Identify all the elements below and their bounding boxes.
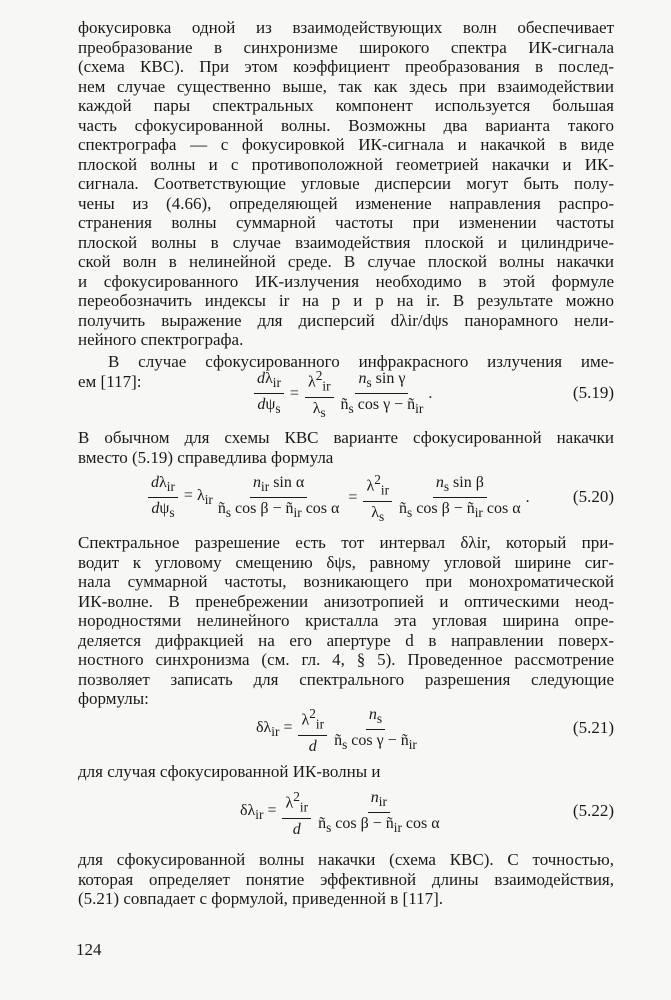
text-line: которая определяет понятие эффективной длины взаимодействия, <box>78 869 614 889</box>
text-line: деляется дифракцией на его апертуре d в направлении поверх- <box>78 630 614 650</box>
text-line: для случая сфокусированной ИК-волны и <box>78 762 381 781</box>
equation-5-22: $\delta\lambda_{ir}$ = $\frac{\lambda^2_{ir}}{d}$ $\frac{n_{ir}}{ñ_s \cos \beta - ñ_{ir} \cos \alpha}$ <box>240 789 440 838</box>
text-line: сигнала. Соответствующие угловые дисперсии могут быть полу- <box>78 174 614 193</box>
equation-5-20: $\frac{d\lambda_{ir}}{d\psi_s}$ = $\lambda_{ir}$ $\frac{n_{ir} \sin \alpha}{ñ_s \cos \beta - ñ_{ir} \cos \alpha}$ = $\frac{\lambda^2_{ir}}{\lambda_s}$ $\frac{n_s \sin \beta}{ñ_s \cos \beta - ñ_{ir} \cos \alpha}$ . <box>146 470 530 526</box>
text-line: ностного синхронизма (см. гл. 4, § 5). Проведенное рассмотрение <box>78 650 614 669</box>
text-line: В обычном для схемы КВС варианте сфокусированной накачки <box>78 428 614 447</box>
text-line: фокусировка одной из взаимодействующих волн обеспечивает <box>78 18 614 37</box>
page-number: 124 <box>76 940 102 959</box>
equation-5-21: $\delta\lambda_{ir}$ = $\frac{\lambda^2_{ir}}{d}$ $\frac{n_s}{ñ_s \cos \gamma - ñ_{ir}}$ <box>256 706 417 755</box>
text-line: водит к угловому смещению δψs, равному угловой ширине сиг- <box>78 552 614 572</box>
text-line: преобразование в синхронизме широкого спектра ИК-сигнала <box>78 37 614 57</box>
equation-number-5-19: (5.19) <box>572 383 614 402</box>
text-line: нем случае существенно выше, так как здесь при взаимодействии <box>78 76 614 96</box>
text-line: чены из (4.66), определяющей изменение направления распро- <box>78 193 614 213</box>
text-line: каждой пары спектральных компонент используется большая <box>78 96 614 115</box>
text-line: Спектральное разрешение есть тот интервал δλir, который при- <box>78 533 614 552</box>
equation-number-5-20: (5.20) <box>572 487 614 506</box>
text-line: и сфокусированного ИК-излучения необходимо в этой формуле <box>78 271 614 291</box>
text-line: В случае сфокусированного инфракрасного излучения име- <box>108 352 614 371</box>
text-line: странения волны суммарной частоты при изменении частоты <box>78 213 614 232</box>
text-line: ИК-волне. В пренебрежении анизотропией и оптическими неод- <box>78 591 614 611</box>
text-line: формулы: <box>78 689 149 708</box>
text-line: переобозначить индексы ir на p и p на ir. В результате можно <box>78 291 614 310</box>
text-line: (5.21) совпадает с формулой, приведенной в [117]. <box>78 889 444 908</box>
text-line: нейного спектрографа. <box>78 330 244 349</box>
equation-number-5-22: (5.22) <box>572 801 614 820</box>
text-line: плоской волны и с противоположной геометрией накачки и ИК- <box>78 154 614 174</box>
equation-5-19: $\frac{d\lambda_{ir}}{d\psi_s}$ = $\frac{\lambda^2_{ir}}{\lambda_s}$ $\frac{n_s \sin \gamma}{ñ_s \cos \gamma - ñ_{ir}}$ . <box>252 366 432 422</box>
equation-number-5-21: (5.21) <box>572 718 614 737</box>
text-line: нала суммарной частоты, возникающего при монохроматической <box>78 572 614 591</box>
text-line: получить выражение для дисперсий dλir/dψs панорамного нели- <box>78 310 614 330</box>
text-line: спектрографа — с фокусировкой ИК-сигнала и накачкой в виде <box>78 135 614 154</box>
text-line: плоской волны в случае взаимодействия плоской и цилиндриче- <box>78 232 614 252</box>
text-line: нородностями нелинейного кристалла эта угловая ширина опре- <box>78 611 614 630</box>
text-line: ем [117]: <box>78 371 142 391</box>
text-line: позволяет записать для спектрального разрешения следующие <box>78 669 614 689</box>
text-line: часть сфокусированной волны. Возможны два варианта такого <box>78 115 614 135</box>
text-line: (схема КВС). При этом коэффициент преобразования в послед- <box>78 57 614 76</box>
text-line: для сфокусированной волны накачки (схема КВС). С точностью, <box>78 850 614 869</box>
text-line: ской волн в нелинейной среде. В случае плоской волны накачки <box>78 252 614 271</box>
text-line: вместо (5.19) справедлива формула <box>78 447 334 467</box>
